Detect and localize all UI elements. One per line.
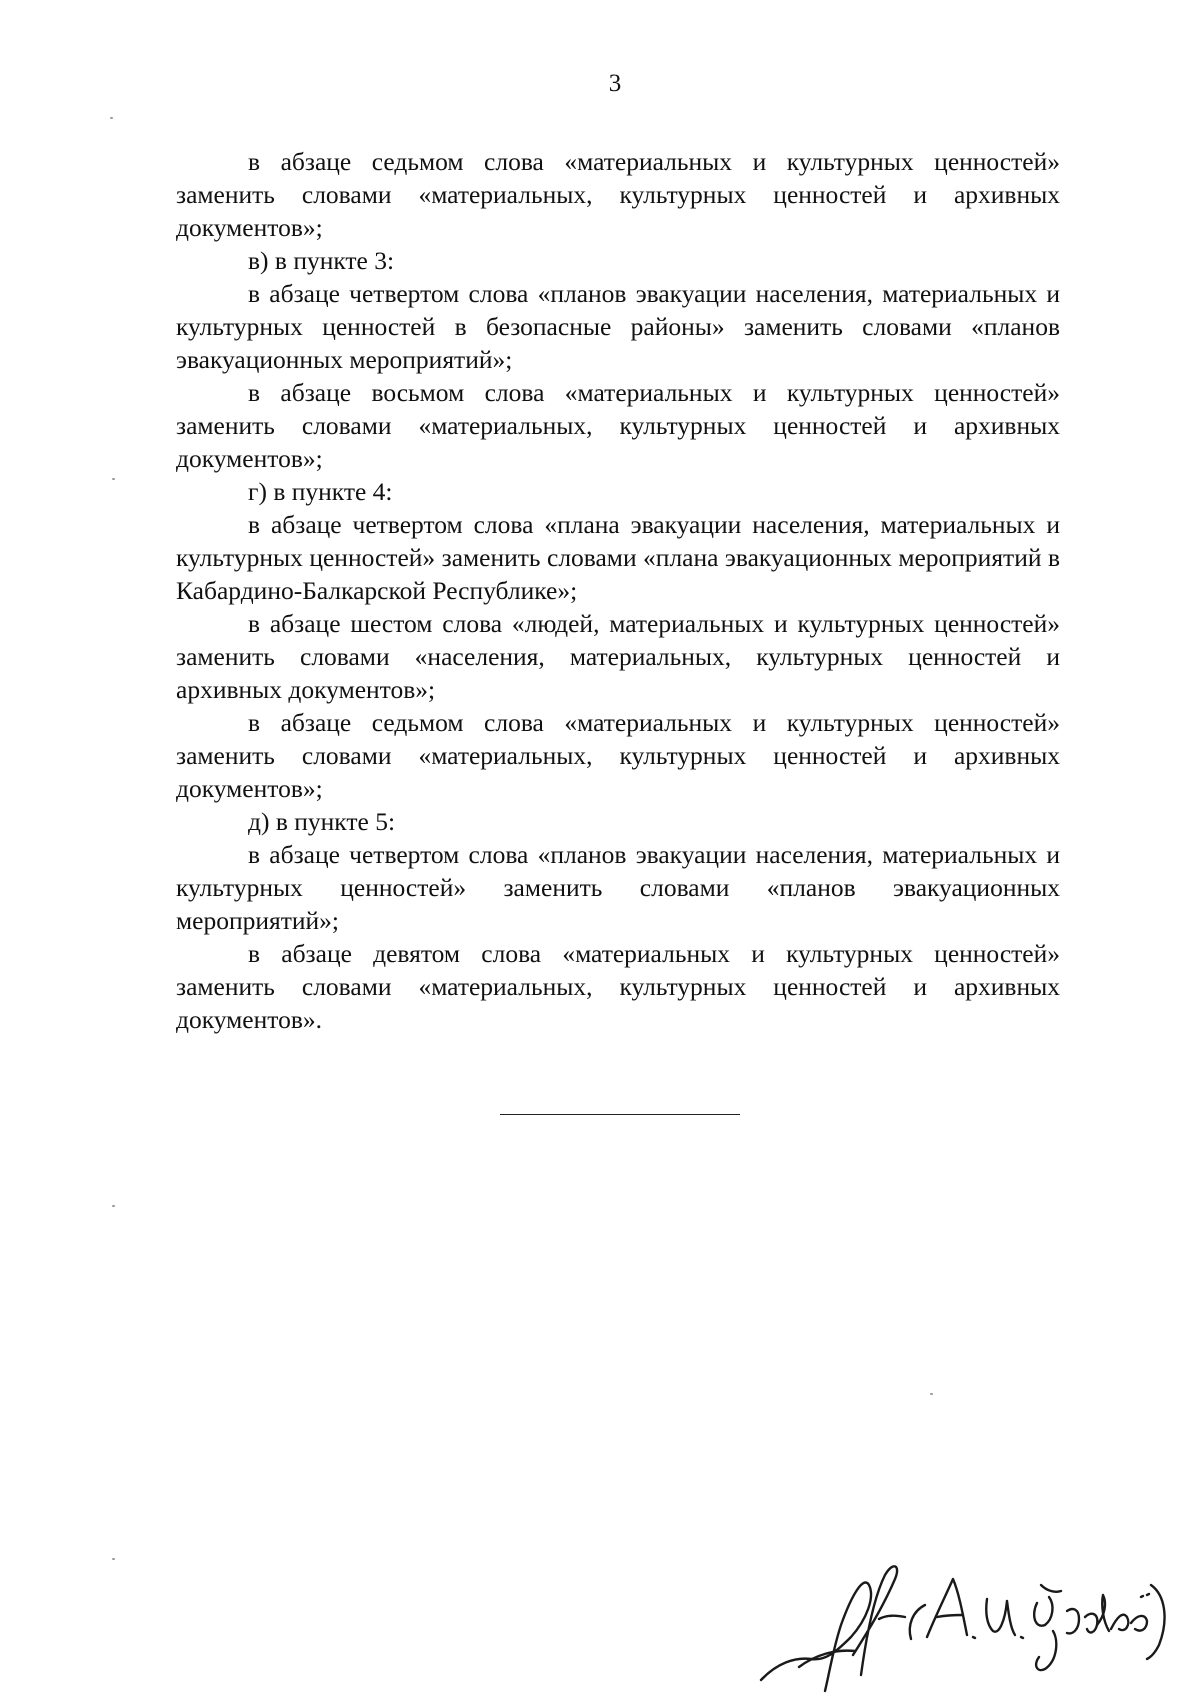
paragraph-10: в абзаце четвертом слова «планов эвакуации населения, материальных и культурных ценностей» заменить словами «планов эвакуационных мероприятий»; [176, 840, 1060, 935]
handwritten-signature [755, 1545, 1175, 1695]
paragraph-5-subitem-g: г) в пункте 4: [248, 477, 393, 506]
paragraph-2-subitem-v: в) в пункте 3: [248, 246, 395, 275]
paragraph-8: в абзаце седьмом слова «материальных и культурных ценностей» заменить словами «материальных, культурных ценностей и архивных документов»; [176, 708, 1060, 803]
scan-speck [110, 117, 113, 119]
scan-speck [930, 1393, 933, 1395]
page-number: 3 [608, 70, 622, 97]
document-body [176, 145, 1060, 1036]
scan-speck [112, 478, 115, 480]
paragraph-7: в абзаце шестом слова «людей, материальных и культурных ценностей» заменить словами «населения, материальных, культурных ценностей и архивных документов»; [176, 609, 1060, 704]
paragraph-9-subitem-d: д) в пункте 5: [248, 807, 396, 836]
paragraph-1: в абзаце седьмом слова «материальных и культурных ценностей» заменить словами «материальных, культурных ценностей и архивных документов»; [176, 147, 1060, 242]
scan-speck [112, 1558, 115, 1560]
paragraph-3: в абзаце четвертом слова «планов эвакуации населения, материальных и культурных ценностей в безопасные районы» заменить словами «планов эвакуационных мероприятий»; [176, 279, 1060, 374]
paragraph-6: в абзаце четвертом слова «плана эвакуации населения, материальных и культурных ценностей» заменить словами «плана эвакуационных мероприятий в Кабардино-Балкарской Республике»; [176, 510, 1060, 605]
scan-speck [112, 1205, 115, 1207]
paragraph-11: в абзаце девятом слова «материальных и культурных ценностей» заменить словами «материальных, культурных ценностей и архивных документов». [176, 939, 1060, 1034]
paragraph-4: в абзаце восьмом слова «материальных и культурных ценностей» заменить словами «материальных, культурных ценностей и архивных документов»; [176, 378, 1060, 473]
closing-rule [500, 1114, 740, 1115]
